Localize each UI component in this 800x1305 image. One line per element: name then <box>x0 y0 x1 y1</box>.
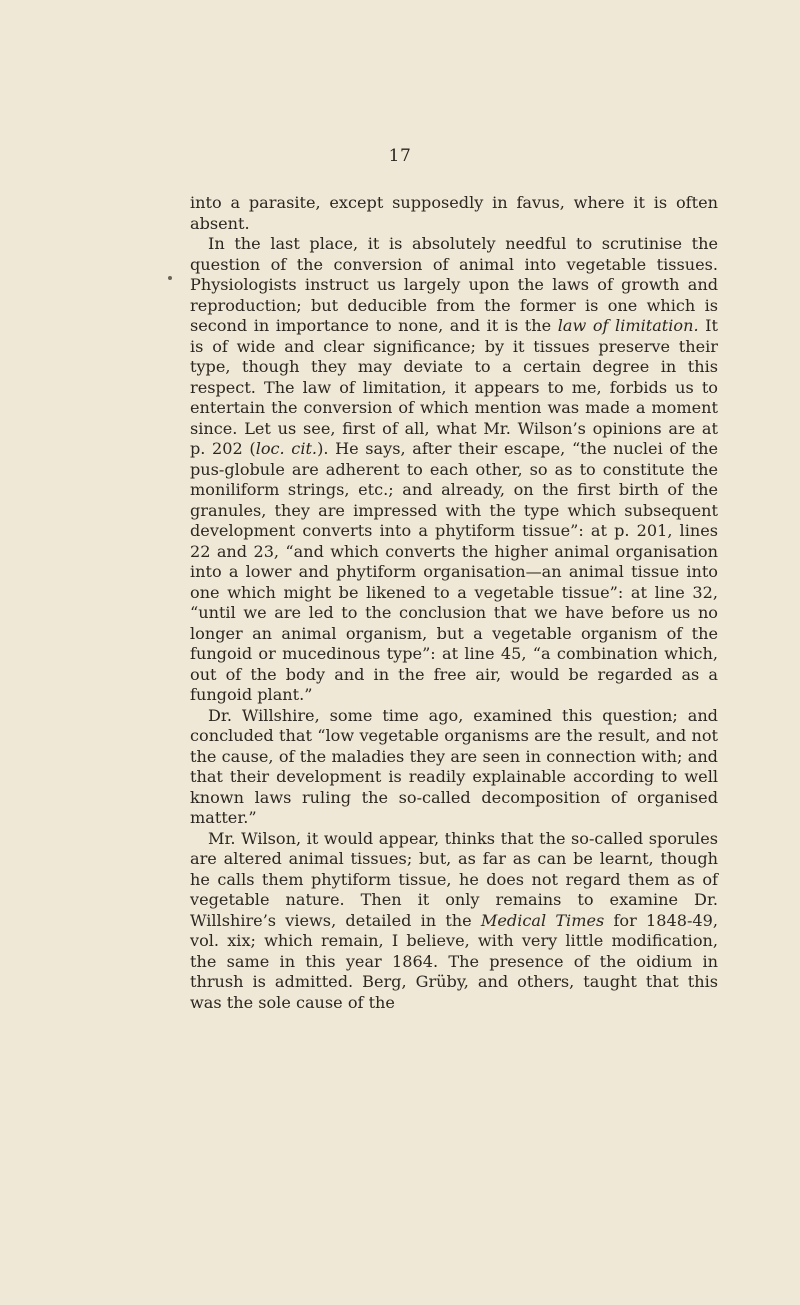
text-segment: It is of wide and clear significance; by it tissues preserve their type, though they may deviate to a certain degree in this respect. The law of limitation, it appears to me, forbids us to entertain the conversion of which mention was made a moment since. Let us see, first of all, what Mr. Wilson’s opinions are at p. 202 ( <box>190 316 718 458</box>
paragraph-2 <box>190 234 718 706</box>
italic-term-law-of-limitation: law of limitation. <box>557 316 699 335</box>
text-segment: In the last place, it is absolutely needful to scrutinise the question of the conversion of animal into vegetable tissues. Physiologists instruct us largely upon the laws of growth and reproduction; but deducible from the former is one which is second in importance to none, and it is the <box>190 234 718 335</box>
text-segment: Mr. Wilson, it would appear, thinks that the so-called sporules are altered animal tissues; but, as far as can be learnt, though he calls them phytiform tissue, he does not regard them as of vegetable nature. Then it only remains to examine Dr. Willshire’s views, detailed in the <box>190 828 718 930</box>
body-text <box>190 193 718 1013</box>
stray-ink-mark <box>168 276 172 280</box>
page-number: 17 <box>388 146 412 166</box>
paragraph-3 <box>190 706 718 829</box>
italic-term-loc-cit: loc. cit. <box>255 439 318 458</box>
paragraph-4 <box>190 829 718 1014</box>
italic-title-medical-times: Medical Times <box>480 910 605 930</box>
text-segment: into a parasite, except supposedly in favus, where it is often absent. <box>190 193 718 233</box>
text-segment: ). He says, after their escape, “the nuclei of the pus-globule are adherent to each other, so as to constitute the moniliform strings, etc.; and already, on the first birth of the granules, they are impressed with the type which subsequent development converts into a phytiform tissue”: at p. 201, lines 22 and 23, “and which converts the higher animal organisation into a lower and phytiform organisation—an animal tissue into one which might be likened to a vegetable tissue”: at line 32, “until we are led to the conclusion that we have before us no longer an animal organism, but a vegetable organism of the fungoid or mucedinous type”: at line 45, “a combination which, out of the body and in the free air, would be regarded as a fungoid plant.” <box>190 439 719 704</box>
paragraph-1 <box>190 193 718 234</box>
text-segment: for 1848-49, vol. xix; which remain, I believe, with very little modification, the same in this year 1864. The presence of the oidium in thrush is admitted. Berg, Grüby, and others, taught that this was the sole cause of the <box>190 910 718 1012</box>
text-segment: Dr. Willshire, some time ago, examined this question; and concluded that “low vegetable organisms are the result, and not the cause, of the maladies they are seen in connection with; and that their development is readily explainable according to well known laws ruling the so-called decomposition of organised matter.” <box>190 705 718 827</box>
